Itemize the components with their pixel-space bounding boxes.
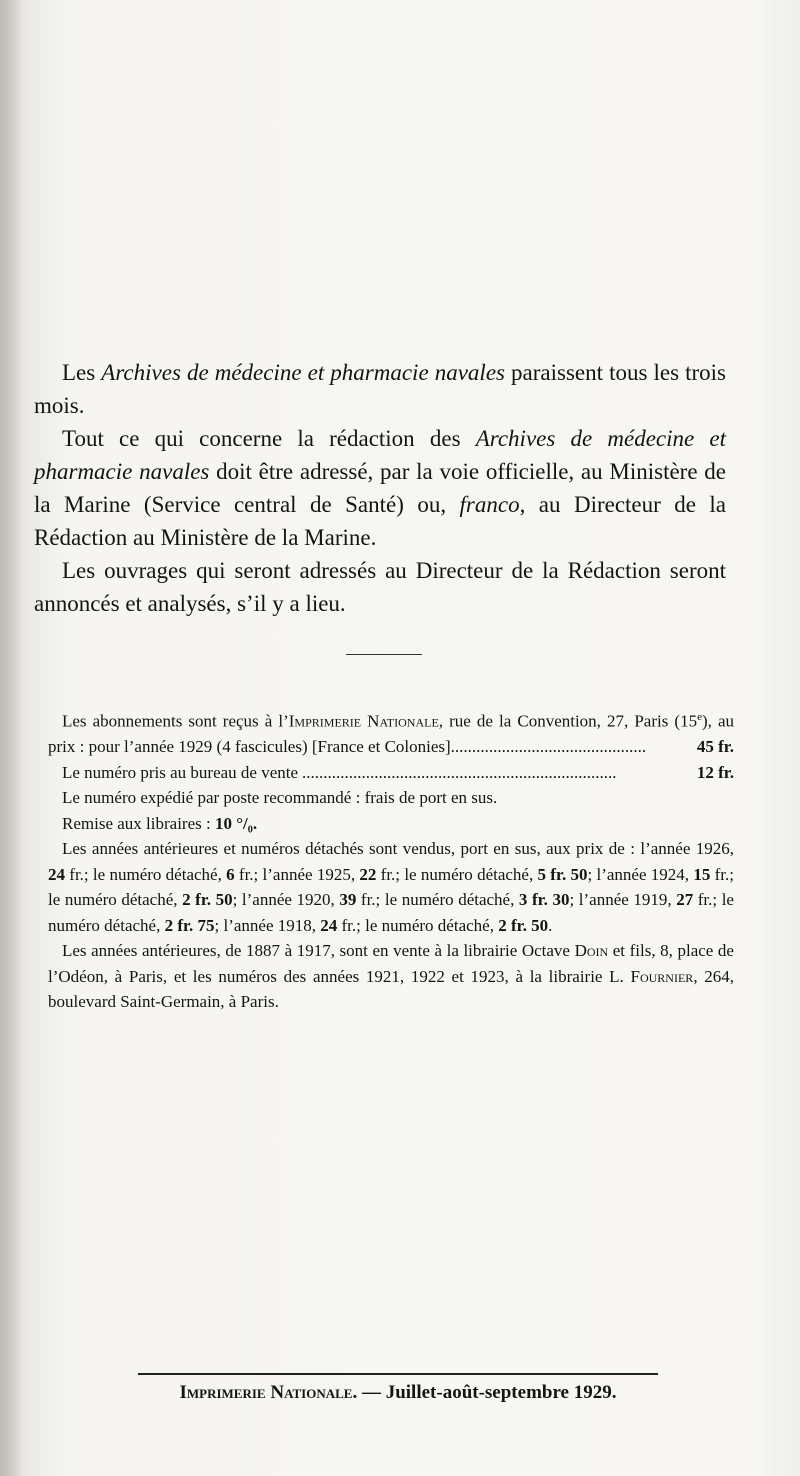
price-row-issue (48, 760, 734, 786)
imprimerie-name: Imprimerie Nationale (288, 711, 439, 731)
value: 15 (693, 864, 711, 884)
value: 2 fr. 75 (164, 915, 215, 935)
text: Remise aux libraires : (62, 813, 215, 833)
intro-paragraph-2 (34, 422, 726, 554)
text: et fils, 8, place de l’Odéon, à Paris, et les numéros des années 1921, 1922 et 1923, à la librairie L. (48, 941, 734, 986)
intro-paragraph-3: Les ouvrages qui seront adressés au Directeur de la Rédaction seront annoncés et analysés, s’il y a lieu. (34, 558, 726, 616)
text: , rue de la Convention, 27, Paris (15 (438, 711, 698, 731)
text: ; l’année 1924, (587, 864, 694, 884)
text: fr.; le numéro détaché, (337, 915, 499, 935)
footer-imprint (138, 1378, 658, 1408)
journal-title: Archives de médecine et pharmacie navales (34, 426, 726, 484)
value: 3 fr. 30 (518, 890, 570, 910)
subscriptions-block (48, 705, 734, 1015)
franco-word: franco (459, 492, 520, 517)
value: 24 (48, 864, 65, 884)
printer-name: Imprimerie Nationale. (179, 1382, 358, 1403)
text: fr.; le numéro détaché, (48, 890, 734, 935)
value: 24 (320, 915, 338, 935)
text: fr.; le numéro détaché, (48, 864, 734, 910)
leader-dots: .............................................. (450, 737, 647, 757)
text: ; l’année 1920, (232, 890, 340, 910)
subscription-paragraph-1 (48, 705, 734, 760)
subscription-paragraph-3: Le numéro expédié par poste recommandé : frais de port en sus. (62, 788, 498, 808)
price-issue: 12 fr. (696, 762, 734, 782)
footer-rule (138, 1373, 658, 1375)
text: , 264, boulevard Saint-Germain, à Paris. (48, 966, 735, 1012)
row-label: Le numéro pris au bureau de vente (62, 762, 299, 782)
discount: 10 °/₀. (214, 813, 258, 833)
value: 6 (226, 864, 235, 884)
text: ), au prix : pour l’année 1929 (4 fascicules) [France et Colonies] (48, 711, 735, 757)
text: , au Directeur de la Rédaction au Ministère de la Marine. (34, 492, 726, 550)
value: 2 fr. 50 (498, 915, 549, 935)
text: fr.; l’année 1925, (234, 864, 360, 884)
text: paraissent tous les trois mois. (34, 360, 726, 418)
intro-paragraph-1 (34, 356, 726, 422)
text: Les (62, 360, 102, 385)
text: fr.; le numéro détaché, (356, 890, 519, 910)
price-year: 45 fr. (696, 737, 734, 757)
text: ; l’année 1919, (569, 890, 677, 910)
text: ; l’année 1918, (214, 915, 321, 935)
superscript: e (697, 711, 702, 723)
value: 2 fr. 50 (182, 890, 233, 910)
value: 5 fr. 50 (537, 864, 588, 884)
text: Les années antérieures et numéros détachés sont vendus, port en sus, aux prix de : l’année 1926, (62, 839, 734, 859)
intro-block (34, 356, 726, 620)
text: Les années antérieures, de 1887 à 1917, sont en vente à la librairie Octave (62, 941, 575, 961)
text: Tout ce qui concerne la rédaction des (62, 426, 476, 451)
text: fr.; le numéro détaché, (65, 864, 227, 884)
text: Les abonnements sont reçus à l’ (62, 711, 289, 731)
value: 39 (339, 890, 357, 910)
text: doit être adressé, par la voie officielle, au Ministère de la Marine (Service central de Santé) ou, (34, 459, 726, 517)
text: . (548, 915, 553, 935)
subscription-paragraph-6 (48, 938, 734, 1015)
leader-dots: .......................................................................... (302, 762, 617, 782)
subscription-paragraph-4 (48, 811, 734, 837)
issue-date: — Juillet-août-septembre 1929. (357, 1382, 617, 1403)
text: fr.; le numéro détaché, (376, 864, 538, 884)
journal-title: Archives de médecine et pharmacie navales (101, 360, 505, 385)
page-edge-shadow (0, 0, 22, 1476)
section-separator (346, 654, 422, 655)
value: 22 (359, 864, 377, 884)
subscription-paragraph-5 (48, 836, 734, 938)
publisher-fournier: Fournier (630, 966, 694, 986)
value: 27 (676, 890, 694, 910)
publisher-doin: Doin (574, 941, 609, 961)
